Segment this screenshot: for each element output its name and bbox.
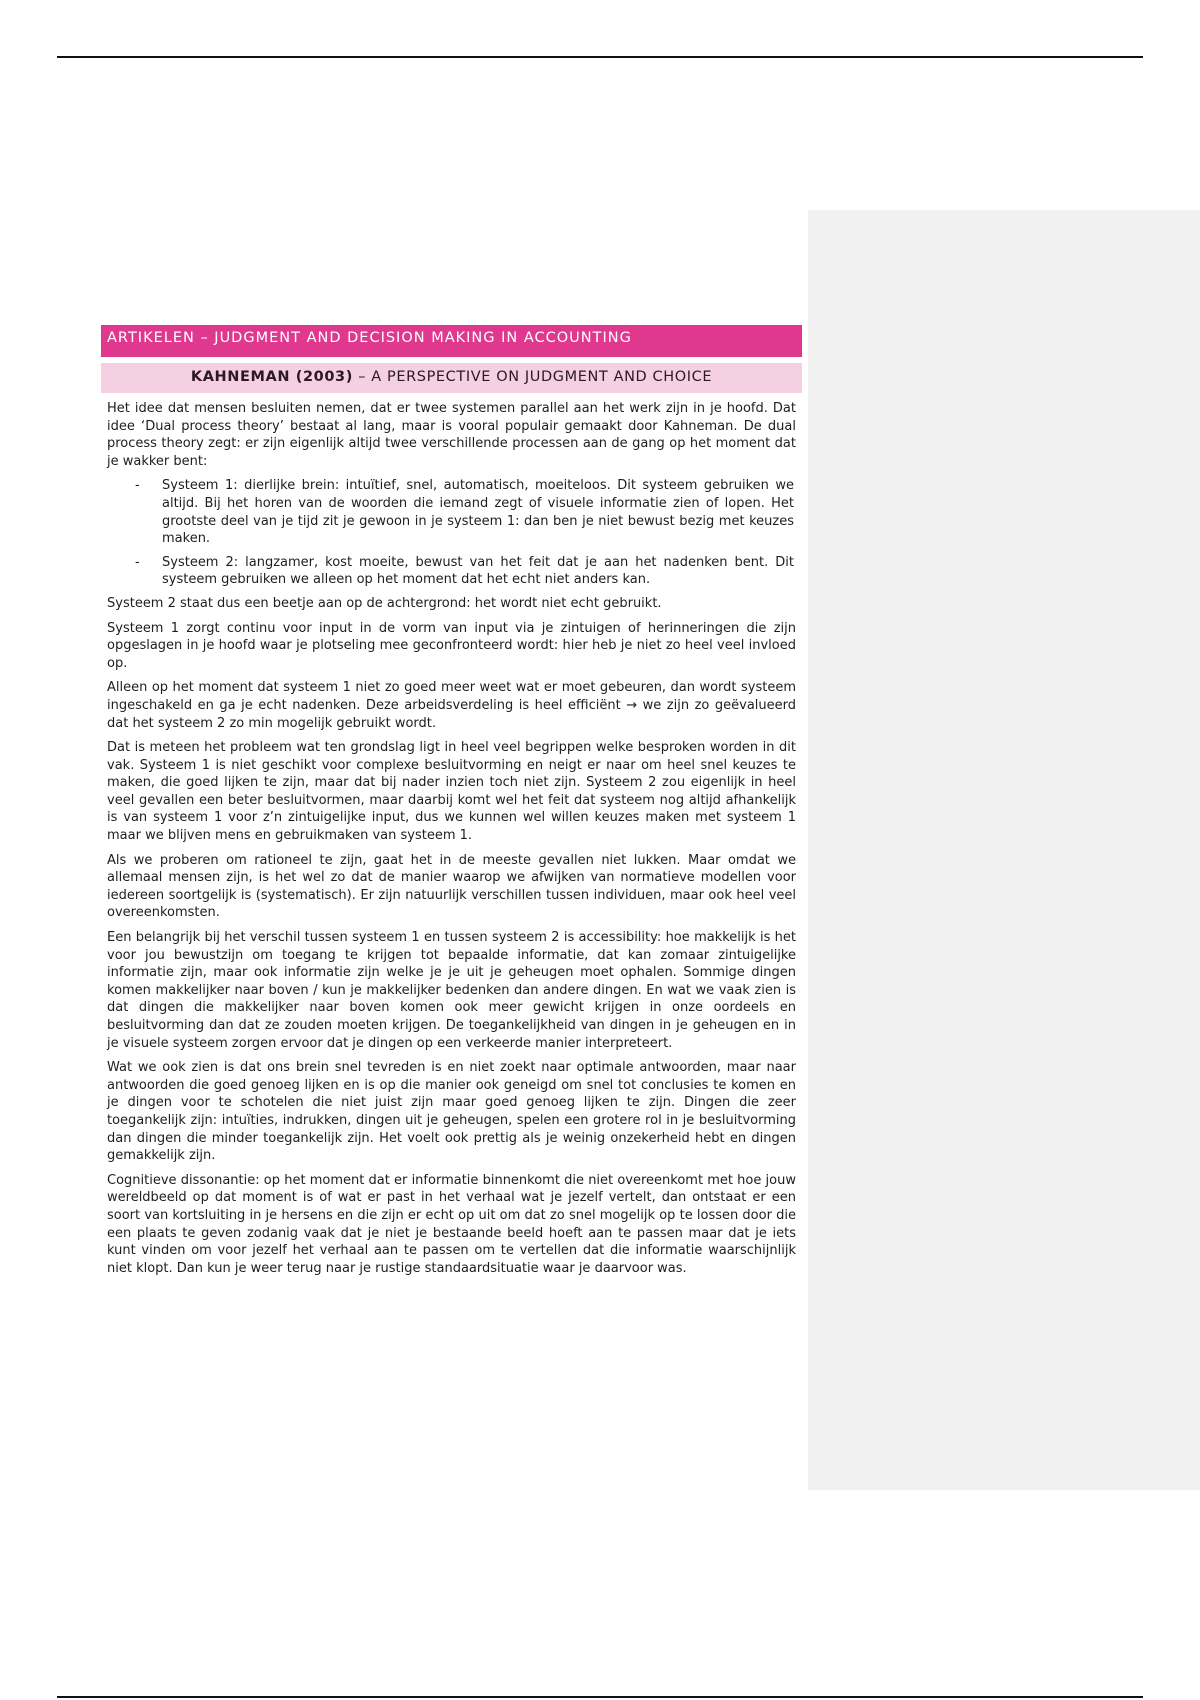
list-item	[101, 554, 802, 589]
document-body	[101, 325, 802, 1284]
header-rule	[57, 56, 1143, 58]
list-item-text: Systeem 1: dierlijke brein: intuïtief, snel, automatisch, moeiteloos. Dit systeem gebruiken we altijd. Bij het horen van de woorden die iemand zegt of visuele informatie zien of lopen. Het grootste deel van je tijd zit je gewoon in je systeem 1: dan ben je niet bewust bezig met keuzes maken.	[162, 478, 794, 547]
paragraph: Alleen op het moment dat systeem 1 niet zo goed meer weet wat er moet gebeuren, dan wordt systeem ingeschakeld en ga je echt nadenken. Deze arbeidsverdeling is heel efficiënt → we zijn zo geëvalueerd dat het systeem 2 zo min mogelijk gebruikt wordt.	[107, 680, 796, 731]
subsection-heading-bold: KAHNEMAN (2003)	[190, 369, 353, 385]
paragraph: Een belangrijk bij het verschil tussen systeem 1 en tussen systeem 2 is accessibility: hoe makkelijk is het voor jou bewustzijn om toegang te krijgen tot bepaalde informatie, dat kan zomaar zintuigelijke informatie zijn, maar ook informatie zijn welke je je uit je geheugen moet ophalen. Sommige dingen komen makkelijker naar boven / kun je makkelijker bedenken dan andere dingen. En wat we vaak zien is dat dingen die makkelijker naar boven komen ook meer gewicht krijgen in onze oordeels en besluitvorming dan dat ze zouden moeten krijgen. De toegankelijkheid van dingen in je geheugen en in je visuele systeem zorgen ervoor dat je dingen op een verkeerde manier interpreteert.	[107, 930, 796, 1051]
list-item	[101, 477, 802, 547]
paragraph: Dat is meteen het probleem wat ten grondslag ligt in heel veel begrippen welke besproken worden in dit vak. Systeem 1 is niet geschikt voor complexe besluitvorming en neigt er naar om heel snel keuzes te maken, die goed lijken te zijn, maar dat bij nader inzien toch niet zijn. Systeem 2 zou eigenlijk in heel veel gevallen een beter besluitvormen, maar daarbij komt wel het feit dat systeem nog altijd afhankelijk is van systeem 1 voor z’n zintuigelijke input, dus we kunnen wel willen keuzes maken met systeem 1 maar we blijven mens en gebruikmaken van systeem 1.	[107, 740, 796, 844]
paragraph: Wat we ook zien is dat ons brein snel tevreden is en niet zoekt naar optimale antwoorden, maar naar antwoorden die goed genoeg lijken en is op die manier ook geneigd om snel tot conclusies te komen en je dingen voor te schotelen die niet juist zijn maar goed genoeg lijken te zijn. Dingen die zeer toegankelijk zijn: intuïties, indrukken, dingen uit je geheugen, spelen een grotere rol in je besluitvorming dan dingen die minder toegankelijk zijn. Het voelt ook prettig als je weinig onzekerheid hebt en dingen gemakkelijk zijn.	[107, 1060, 796, 1164]
bullet-marker: -	[135, 554, 140, 570]
bullet-list	[101, 477, 802, 589]
bullet-marker: -	[135, 478, 140, 494]
paragraph: Als we proberen om rationeel te zijn, gaat het in de meeste gevallen niet lukken. Maar omdat we allemaal mensen zijn, is het wel zo dat de manier waarop we afwijken van normatieve modellen voor iedereen soortgelijk is (systematisch). Er zijn natuurlijk verschillen tussen individuen, maar ook heel veel overeenkomsten.	[107, 852, 796, 921]
subsection-heading-rest: – A PERSPECTIVE ON JUDGMENT AND CHOICE	[352, 369, 713, 385]
paragraph: Systeem 1 zorgt continu voor input in de vorm van input via je zintuigen of herinneringen die zijn opgeslagen in je hoofd waar je plotseling mee geconfronteerd wordt: hier heb je niet zo heel veel invloed op.	[107, 620, 796, 671]
paragraph: Systeem 2 staat dus een beetje aan op de achtergrond: het wordt niet echt gebruikt.	[107, 595, 662, 611]
footer-rule	[57, 1696, 1143, 1698]
subsection-heading	[101, 363, 802, 393]
list-item-text: Systeem 2: langzamer, kost moeite, bewust van het feit dat je aan het nadenken bent. Dit systeem gebruiken we alleen op het moment dat het echt niet anders kan.	[162, 554, 794, 588]
intro-paragraph: Het idee dat mensen besluiten nemen, dat er twee systemen parallel aan het werk zijn in je hoofd. Dat idee ‘Dual process theory’ bestaat al lang, maar is vooral populair gemaakt door Kahneman. De dual process theory zegt: er zijn eigenlijk altijd twee verschillende processen aan de gang op het moment dat je wakker bent:	[107, 401, 796, 469]
comment-margin-panel	[808, 210, 1200, 1490]
paragraph: Cognitieve dissonantie: op het moment dat er informatie binnenkomt die niet overeenkomt met hoe jouw wereldbeeld op dat moment is of wat er past in het verhaal wat je jezelf vertelt, dan ontstaat er een soort van kortsluiting in je hersens en die zijn er echt op uit om dat zo snel mogelijk op te lossen door die een plaats te geven zodanig vaak dat je niet je bestaande beeld hoeft aan te passen maar dat je iets kunt vinden om voor jezelf het verhaal aan te passen om te vertellen dat die informatie waarschijnlijk niet klopt. Dan kun je weer terug naar je rustige standaardsituatie waar je daarvoor was.	[107, 1172, 796, 1276]
section-heading: ARTIKELEN – JUDGMENT AND DECISION MAKING IN ACCOUNTING	[101, 325, 802, 357]
